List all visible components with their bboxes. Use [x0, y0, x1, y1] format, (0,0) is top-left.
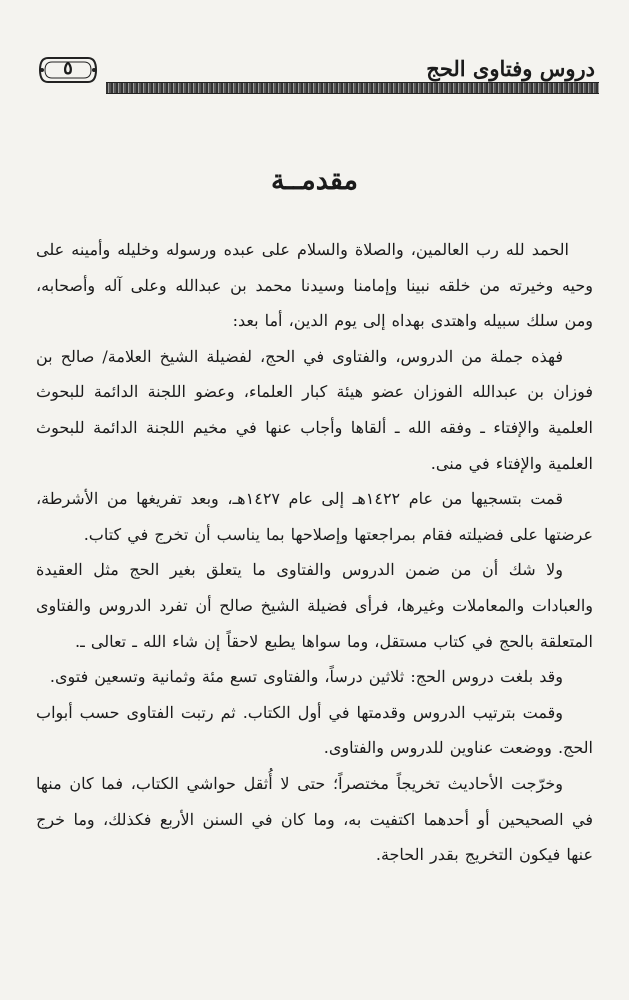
paragraph: قمت بتسجيها من عام ١٤٢٢هـ إلى عام ١٤٢٧هـ، وبعد تفريغها من الأشرطة، عرضتها على فضيلته فقام بمراجعتها وإصلاحها بما يناسب أن تخرج في كتاب.	[36, 489, 593, 544]
paragraph: وقمت بترتيب الدروس وقدمتها في أول الكتاب. ثم رتبت الفتاوى حسب أبواب الحج. ووضعت عناوين للدروس والفتاوى.	[36, 702, 593, 758]
paragraph: وقد بلغت دروس الحج: ثلاثين درساً، والفتاوى تسع مئة وثمانية وتسعين فتوى.	[49, 667, 563, 687]
section-title: مقدمــة	[270, 165, 359, 196]
running-title: دروس وفتاوى الحج	[426, 56, 595, 81]
paragraph: ولا شك أن من ضمن الدروس والفتاوى ما يتعلق بغير الحج مثل العقيدة والعبادات والمعاملات وغيرها، فرأى فضيلة الشيخ صالح أن تفرد الدروس والفتاوى المتعلقة بالحج في كتاب مستقل، وما سواها يطبع لاحقاً إن شاء الله ـ تعالى ـ.	[36, 560, 593, 651]
paragraph: وخرّجت الأحاديث تخريجاً مختصراً؛ حتى لا أُثقل حواشي الكتاب، فما كان منها في الصحيحين أو أحدهما اكتفيت به، وما كان في السنن الأربع فكذلك، وما خرج عنها فيكون التخريج بقدر الحاجة.	[36, 773, 593, 865]
page-number: ٥	[63, 58, 73, 79]
paragraph: فهذه جملة من الدروس، والفتاوى في الحج، لفضيلة الشيخ العلامة/ صالح بن فوزان بن عبدالله الفوزان عضو هيئة كبار العلماء، وعضو اللجنة الدائمة للبحوث العلمية والإفتاء ـ وفقه الله ـ ألقاها وأجاب عنها في مخيم اللجنة الدائمة للبحوث العلمية والإفتاء في منى.	[36, 346, 594, 473]
page-header	[30, 52, 599, 92]
body-text	[36, 232, 593, 873]
page-number-badge	[38, 54, 98, 86]
header-rule	[106, 82, 599, 94]
paragraph: الحمد لله رب العالمين، والصلاة والسلام على عبده ورسوله وخليله وأمينه على وحيه وخيرته من خلقه نبينا وإمامنا وسيدنا محمد بن عبدالله وعلى آله وأصحابه، ومن سلك سبيله واهتدى بهداه إلى يوم الدين، أما بعد:	[36, 240, 593, 331]
